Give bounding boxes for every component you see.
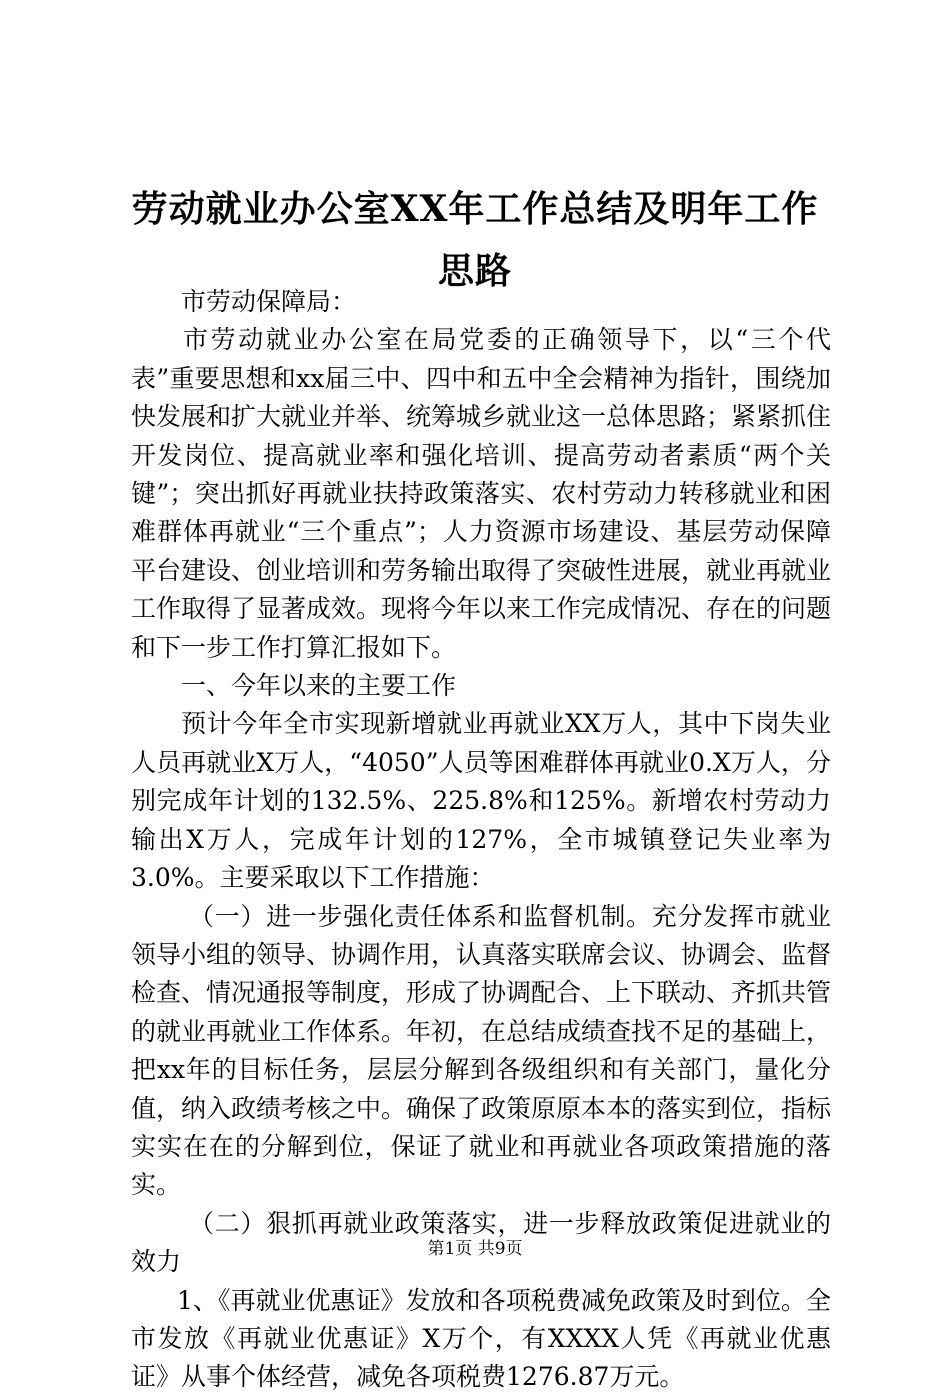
document-title: 劳动就业办公室XX年工作总结及明年工作思路 <box>131 188 819 292</box>
salutation: 市劳动保障局： <box>181 287 357 316</box>
page-indicator: 第1页 共9页 <box>427 1239 523 1259</box>
section-heading-1: 一、今年以来的主要工作 <box>181 671 457 701</box>
paragraph-summary: 预计今年全市实现新增就业再就业XX万人，其中下岗失业人员再就业X万人，“4050”人员等困难群体再就业0.X万人，分别完成年计划的132.5%、225.8%和125%。新增农村劳动力输出X万人，完成年计划的127%，全市城镇登记失业率为3.0%。主要采取以下工作措施： <box>131 709 831 893</box>
subsection-1: （一）进一步强化责任体系和监督机制。充分发挥市就业领导小组的领导、协调作用，认真落实联席会议、协调会、监督检查、情况通报等制度，形成了协调配合、上下联动、齐抓共管的就业再就业工作体系。年初，在总结成绩查找不足的基础上，把xx年的目标任务，层层分解到各级组织和有关部门，量化分值，纳入政绩考核之中。确保了政策原原本本的落实到位，指标实实在在的分解到位，保证了就业和再就业各项政策措施的落实。 <box>131 901 832 1200</box>
subsection-2-heading: （二）狠抓再就业政策落实，进一步释放政策促进就业的效力 <box>131 1208 831 1277</box>
paragraph-item-1: 1、《再就业优惠证》发放和各项税费减免政策及时到位。全市发放《再就业优惠证》X万个，有XXXX人凭《再就业优惠证》从事个体经营，减免各项税费1276.87万元。 <box>131 1285 831 1392</box>
document-body <box>131 283 831 1397</box>
paragraph-intro: 市劳动就业办公室在局党委的正确领导下，以“三个代表”重要思想和xx届三中、四中和五中全会精神为指针，围绕加快发展和扩大就业并举、统筹城乡就业这一总体思路；紧紧抓住开发岗位、提高就业率和强化培训、提高劳动者素质“两个关键”；突出抓好再就业扶持政策落实、农村劳动力转移就业和困难群体再就业“三个重点”；人力资源市场建设、基层劳动保障平台建设、创业培训和劳务输出取得了突破性进展，就业再就业工作取得了显著成效。现将今年以来工作完成情况、存在的问题和下一步工作打算汇报如下。 <box>131 325 832 662</box>
